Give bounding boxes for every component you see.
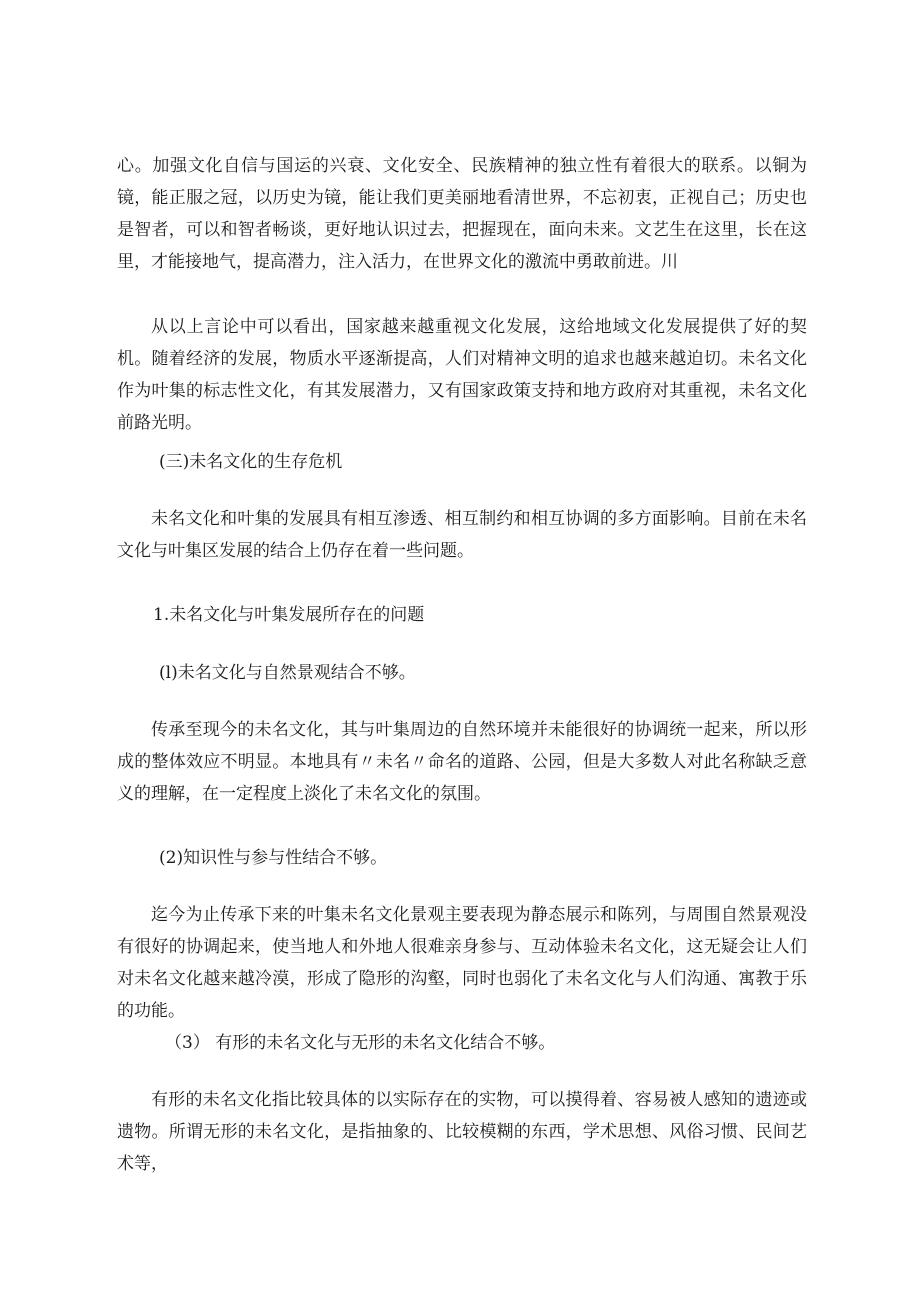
- paragraph-natural-environment: 传承至现今的未名文化，其与叶集周边的自然环境并未能很好的协调统一起来，所以形成的整体效应不明显。本地具有〃未名〃命名的道路、公园，但是大多数人对此名称缺乏意义的理解，在一定程度上淡化了未名文化的氛围。: [117, 720, 807, 804]
- section-heading-survival-crisis: (三)未名文化的生存危机: [159, 452, 343, 472]
- item-heading-knowledge-participation: (2)知识性与参与性结合不够。: [159, 848, 388, 868]
- item-heading-tangible-intangible: （3） 有形的未名文化与无形的未名文化结合不够。: [165, 1033, 556, 1053]
- paragraph-static-display: 迄今为止传承下来的叶集未名文化景观主要表现为静态展示和陈列，与周围自然景观没有很好的协调起来，使当地人和外地人很难亲身参与、互动体验未名文化，这无疑会让人们对未名文化越来越冷漠，形成了隐形的沟壑，同时也弱化了未名文化与人们沟通、寓教于乐的功能。: [117, 905, 807, 1021]
- paragraph-tangible-culture: 有形的未名文化指比较具体的以实际存在的实物，可以摸得着、容易被人感知的遗迹或遗物。所谓无形的未名文化，是指抽象的、比较模糊的东西，学术思想、风俗习惯、民间艺术等，: [117, 1090, 807, 1174]
- paragraph-culture-confidence: 心。加强文化自信与国运的兴衰、文化安全、民族精神的独立性有着很大的联系。以铜为镜，能正服之冠，以历史为镜，能让我们更美丽地看清世界，不忘初衷，正视自己；历史也是智者，可以和智者畅谈，更好地认识过去，把握现在，面向未来。文艺生在这里，长在这里，才能接地气，提高潜力，注入活力，在世界文化的激流中勇敢前进。川: [117, 156, 807, 272]
- paragraph-opportunity: 从以上言论中可以看出，国家越来越重视文化发展，这给地域文化发展提供了好的契机。随着经济的发展，物质水平逐渐提高，人们对精神文明的追求也越来越迫切。未名文化作为叶集的标志性文化，有其发展潜力，又有国家政策支持和地方政府对其重视，未名文化前路光明。: [117, 317, 807, 433]
- paragraph-mutual-influence: 未名文化和叶集的发展具有相互渗透、相互制约和相互协调的多方面影响。目前在未名文化与叶集区发展的结合上仍存在着一些问题。: [117, 509, 807, 561]
- item-heading-natural-landscape: (l)未名文化与自然景观结合不够。: [159, 663, 416, 683]
- subsection-heading-problems: 1.未名文化与叶集发展所存在的问题: [153, 605, 425, 625]
